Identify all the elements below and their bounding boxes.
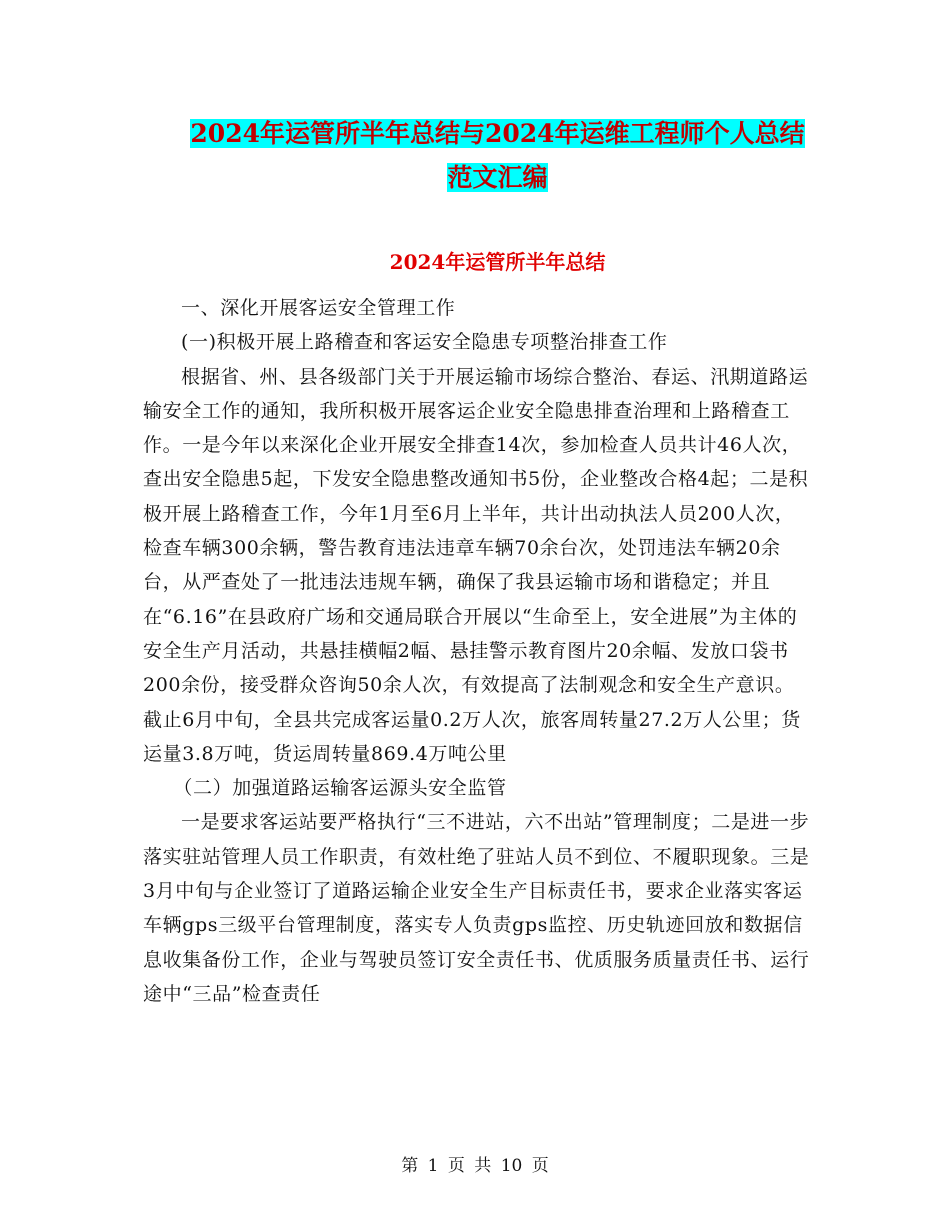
title-line-2: 范文汇编 [447,163,548,192]
heading-1: 一、深化开展客运安全管理工作 [181,297,456,319]
section-title: 2024年运管所半年总结 [389,250,606,274]
document-body [143,291,811,1011]
paragraph: 根据省、州、县各级部门关于开展运输市场综合整治、春运、汛期道路运输安全工作的通知，我所积极开展客运企业安全隐患排查治理和上路稽查工作。一是今年以来深化企业开展安全排查14次，参加检查人员共计46人次，查出安全隐患5起，下发安全隐患整改通知书5份，企业整改合格4起；二是积极开展上路稽查工作，今年1月至6月上半年，共计出动执法人员200人次，检查车辆300余辆，警告教育违法违章车辆70余台次，处罚违法车辆20余台，从严查处了一批违法违规车辆，确保了我县运输市场和谐稳定；并且在“6.16”在县政府广场和交通局联合开展以“生命至上，安全进展”为主体的安全生产月活动，共悬挂横幅2幅、悬挂警示教育图片20余幅、发放口袋书200余份，接受群众咨询50余人次，有效提高了法制观念和安全生产意识。截止6月中旬，全县共完成客运量0.2万人次，旅客周转量27.2万人公里；货运量3.8万吨，货运周转量869.4万吨公里 [143,365,809,765]
paragraph: 一是要求客运站要严格执行“三不进站，六不出站”管理制度；二是进一步落实驻站管理人员工作职责，有效杜绝了驻站人员不到位、不履职现象。三是3月中旬与企业签订了道路运输企业安全生产目标责任书，要求企业落实客运车辆gps三级平台管理制度，落实专人负责gps监控、历史轨迹回放和数据信息收集备份工作，企业与驾驶员签订安全责任书、优质服务质量责任书、运行途中“三品”检查责任 [143,811,810,1005]
document-title [140,112,855,200]
heading-1-1: (一)积极开展上路稽查和客运安全隐患专项整治排查工作 [181,331,668,354]
page-footer: 第 1 页 共 10 页 [401,1156,549,1176]
title-line-1: 2024年运管所半年总结与2024年运维工程师个人总结 [190,119,805,148]
heading-1-2: （二）加强道路运输客运源头安全监管 [173,777,507,800]
